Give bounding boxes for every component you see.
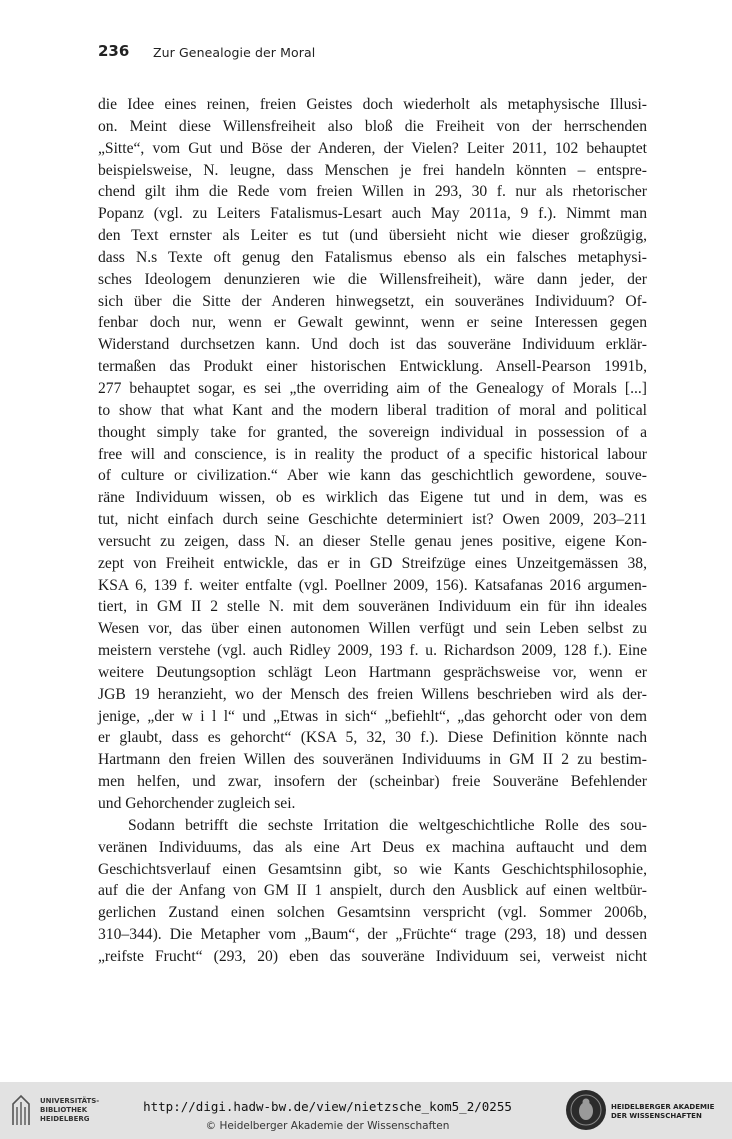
text-line: beispielsweise, N. leugne, dass Menschen je frei handeln könnten – entspre- (98, 161, 647, 179)
text-line: fenbar doch nur, wenn er Gewalt gewinnt, wenn er seine Interessen gegen (98, 314, 647, 332)
library-name-line: HEIDELBERG (40, 1115, 90, 1123)
text-line: 310–344). Die Metapher vom „Baum“, der „Früchte“ trage (293, 18) und dessen (98, 926, 647, 944)
text-line: KSA 6, 139 f. weiter entfalte (vgl. Poellner 2009, 156). Katsafanas 2016 argumen- (98, 576, 647, 594)
text-line: tiert, in GM II 2 stelle N. mit dem souveränen Individuum ein für ihn ideales (98, 598, 647, 616)
text-line: termaßen das Produkt einer historischen Entwicklung. Ansell-Pearson 1991b, (98, 358, 647, 376)
text-line: zept von Freiheit entwickle, das er in GD Streifzüge eines Unzeitgemässen 38, (98, 554, 647, 572)
text-line: Popanz (vgl. zu Leiters Fatalismus-Lesart auch May 2011a, 9 f.). Nimmt man (98, 205, 647, 223)
academy-name-line: DER WISSENSCHAFTEN (611, 1112, 702, 1120)
page-header (98, 42, 658, 66)
running-head: Zur Genealogie der Moral (153, 45, 316, 60)
text-line: meistern verstehe (vgl. auch Ridley 2009, 193 f. u. Richardson 2009, 128 f.). Eine (98, 642, 647, 660)
footer-url-link[interactable]: http://digi.hadw-bw.de/view/nietzsche_kom5_2/0255 (143, 1099, 512, 1114)
footer-bar (0, 1082, 732, 1139)
text-line: den Text ernster als Leiter es tut (und übersieht nicht wie dieser großzügig, (98, 227, 647, 245)
text-line: jenige, „der w i l l“ und „Etwas in sich“ „befiehlt“, „das gehorcht oder von dem (98, 707, 647, 725)
text-line: „reifste Frucht“ (293, 20) eben das souveräne Individuum sei, verweist nicht (98, 947, 647, 965)
text-line: die Idee eines reinen, freien Geistes doch wiederholt als metaphysische Illusi- (98, 96, 647, 113)
text-line: men helfen, und zwar, insofern der (scheinbar) freie Souveräne Befehlender (98, 773, 647, 791)
text-line: und Gehorchender zugleich sei. (98, 795, 296, 812)
text-line: chend gilt ihm die Rede vom freien Willen in 293, 30 f. nur als rhetorischer (98, 183, 647, 201)
page-number: 236 (98, 42, 130, 60)
academy-seal-icon (566, 1090, 606, 1130)
text-line: veränen Individuums, das als eine Art Deus ex machina auftaucht und dem (98, 838, 647, 856)
text-line: Geschichtsverlauf einen Gesamtsinn gibt, so wie Kants Geschichtsphilosophie, (98, 860, 647, 878)
text-line: Widerstand durchsetzen kann. Und doch ist das souveräne Individuum erklär- (98, 336, 647, 354)
academy-name (611, 1103, 714, 1121)
text-line: „Sitte“, vom Gut und Böse der Anderen, der Vielen? Leiter 2011, 102 behauptet (98, 139, 647, 157)
body-text (98, 94, 647, 968)
text-line: on. Meint diese Willensfreiheit also bloß die Freiheit von der herrschenden (98, 117, 647, 135)
text-line: Wesen vor, das über einen autonomen Willen verfügt und sein Leben selbst zu (98, 620, 647, 638)
text-line: räne Individuum wissen, ob es wirklich das Eigene tut und in dem, was es (98, 489, 647, 507)
text-line: Sodann betrifft die sechste Irritation die weltgeschichtliche Rolle des sou- (128, 816, 647, 834)
footer-copyright: © Heidelberger Akademie der Wissenschaften (205, 1120, 450, 1132)
text-line: to show that what Kant and the modern liberal tradition of moral and political (98, 401, 647, 419)
text-line: dass N.s Texte oft genug den Fatalismus ebenso als ein falsches metaphysi- (98, 248, 647, 266)
text-line: thought simply take for granted, the sovereign individual in possession of a (98, 423, 647, 441)
text-line: Hartmann den freien Willen des souveränen Individuums in GM II 2 zu bestim- (98, 751, 647, 769)
academy-name-line: HEIDELBERGER AKADEMIE (611, 1103, 715, 1111)
text-line: 277 behauptet sogar, es sei „the overriding aim of the Genealogy of Morals [...] (98, 379, 647, 397)
text-line: free will and conscience, is in reality the product of a specific historical labour (98, 445, 647, 463)
text-line: JGB 19 heranzieht, wo der Mensch des freien Willens beschrieben wird als der- (98, 685, 647, 703)
text-line: sches Ideologem denunzieren wie die Willensfreiheit), wäre dann jeder, der (98, 270, 647, 288)
text-line: tut, nicht einfach durch seine Geschichte determiniert ist? Owen 2009, 203–211 (98, 511, 647, 529)
text-line: sich über die Sitte der Anderen hinwegsetzt, ein souveränes Individuum? Of- (98, 292, 647, 310)
library-name-line: UNIVERSITÄTS- (40, 1097, 100, 1105)
text-line: er glaubt, dass es gehorcht“ (KSA 5, 32, 30 f.). Diese Definition könnte nach (98, 729, 647, 747)
text-line: auf die der Anfang von GM II 1 anspielt, durch den Ausblick auf einen weltbür- (98, 882, 647, 900)
text-line: weitere Deutungsoption schlägt Leon Hartmann gesprächsweise vor, wenn er (98, 663, 647, 681)
text-line: gerlichen Zustand einen solchen Gesamtsinn verspricht (vgl. Sommer 2006b, (98, 904, 647, 922)
text-line: versucht zu zeigen, dass N. an dieser Stelle genau jenes positive, eigene Kon- (98, 532, 647, 550)
text-line: of culture or civilization.“ Aber wie kann das geschichtlich gewordene, souve- (98, 467, 647, 485)
library-name-line: BIBLIOTHEK (40, 1106, 88, 1114)
